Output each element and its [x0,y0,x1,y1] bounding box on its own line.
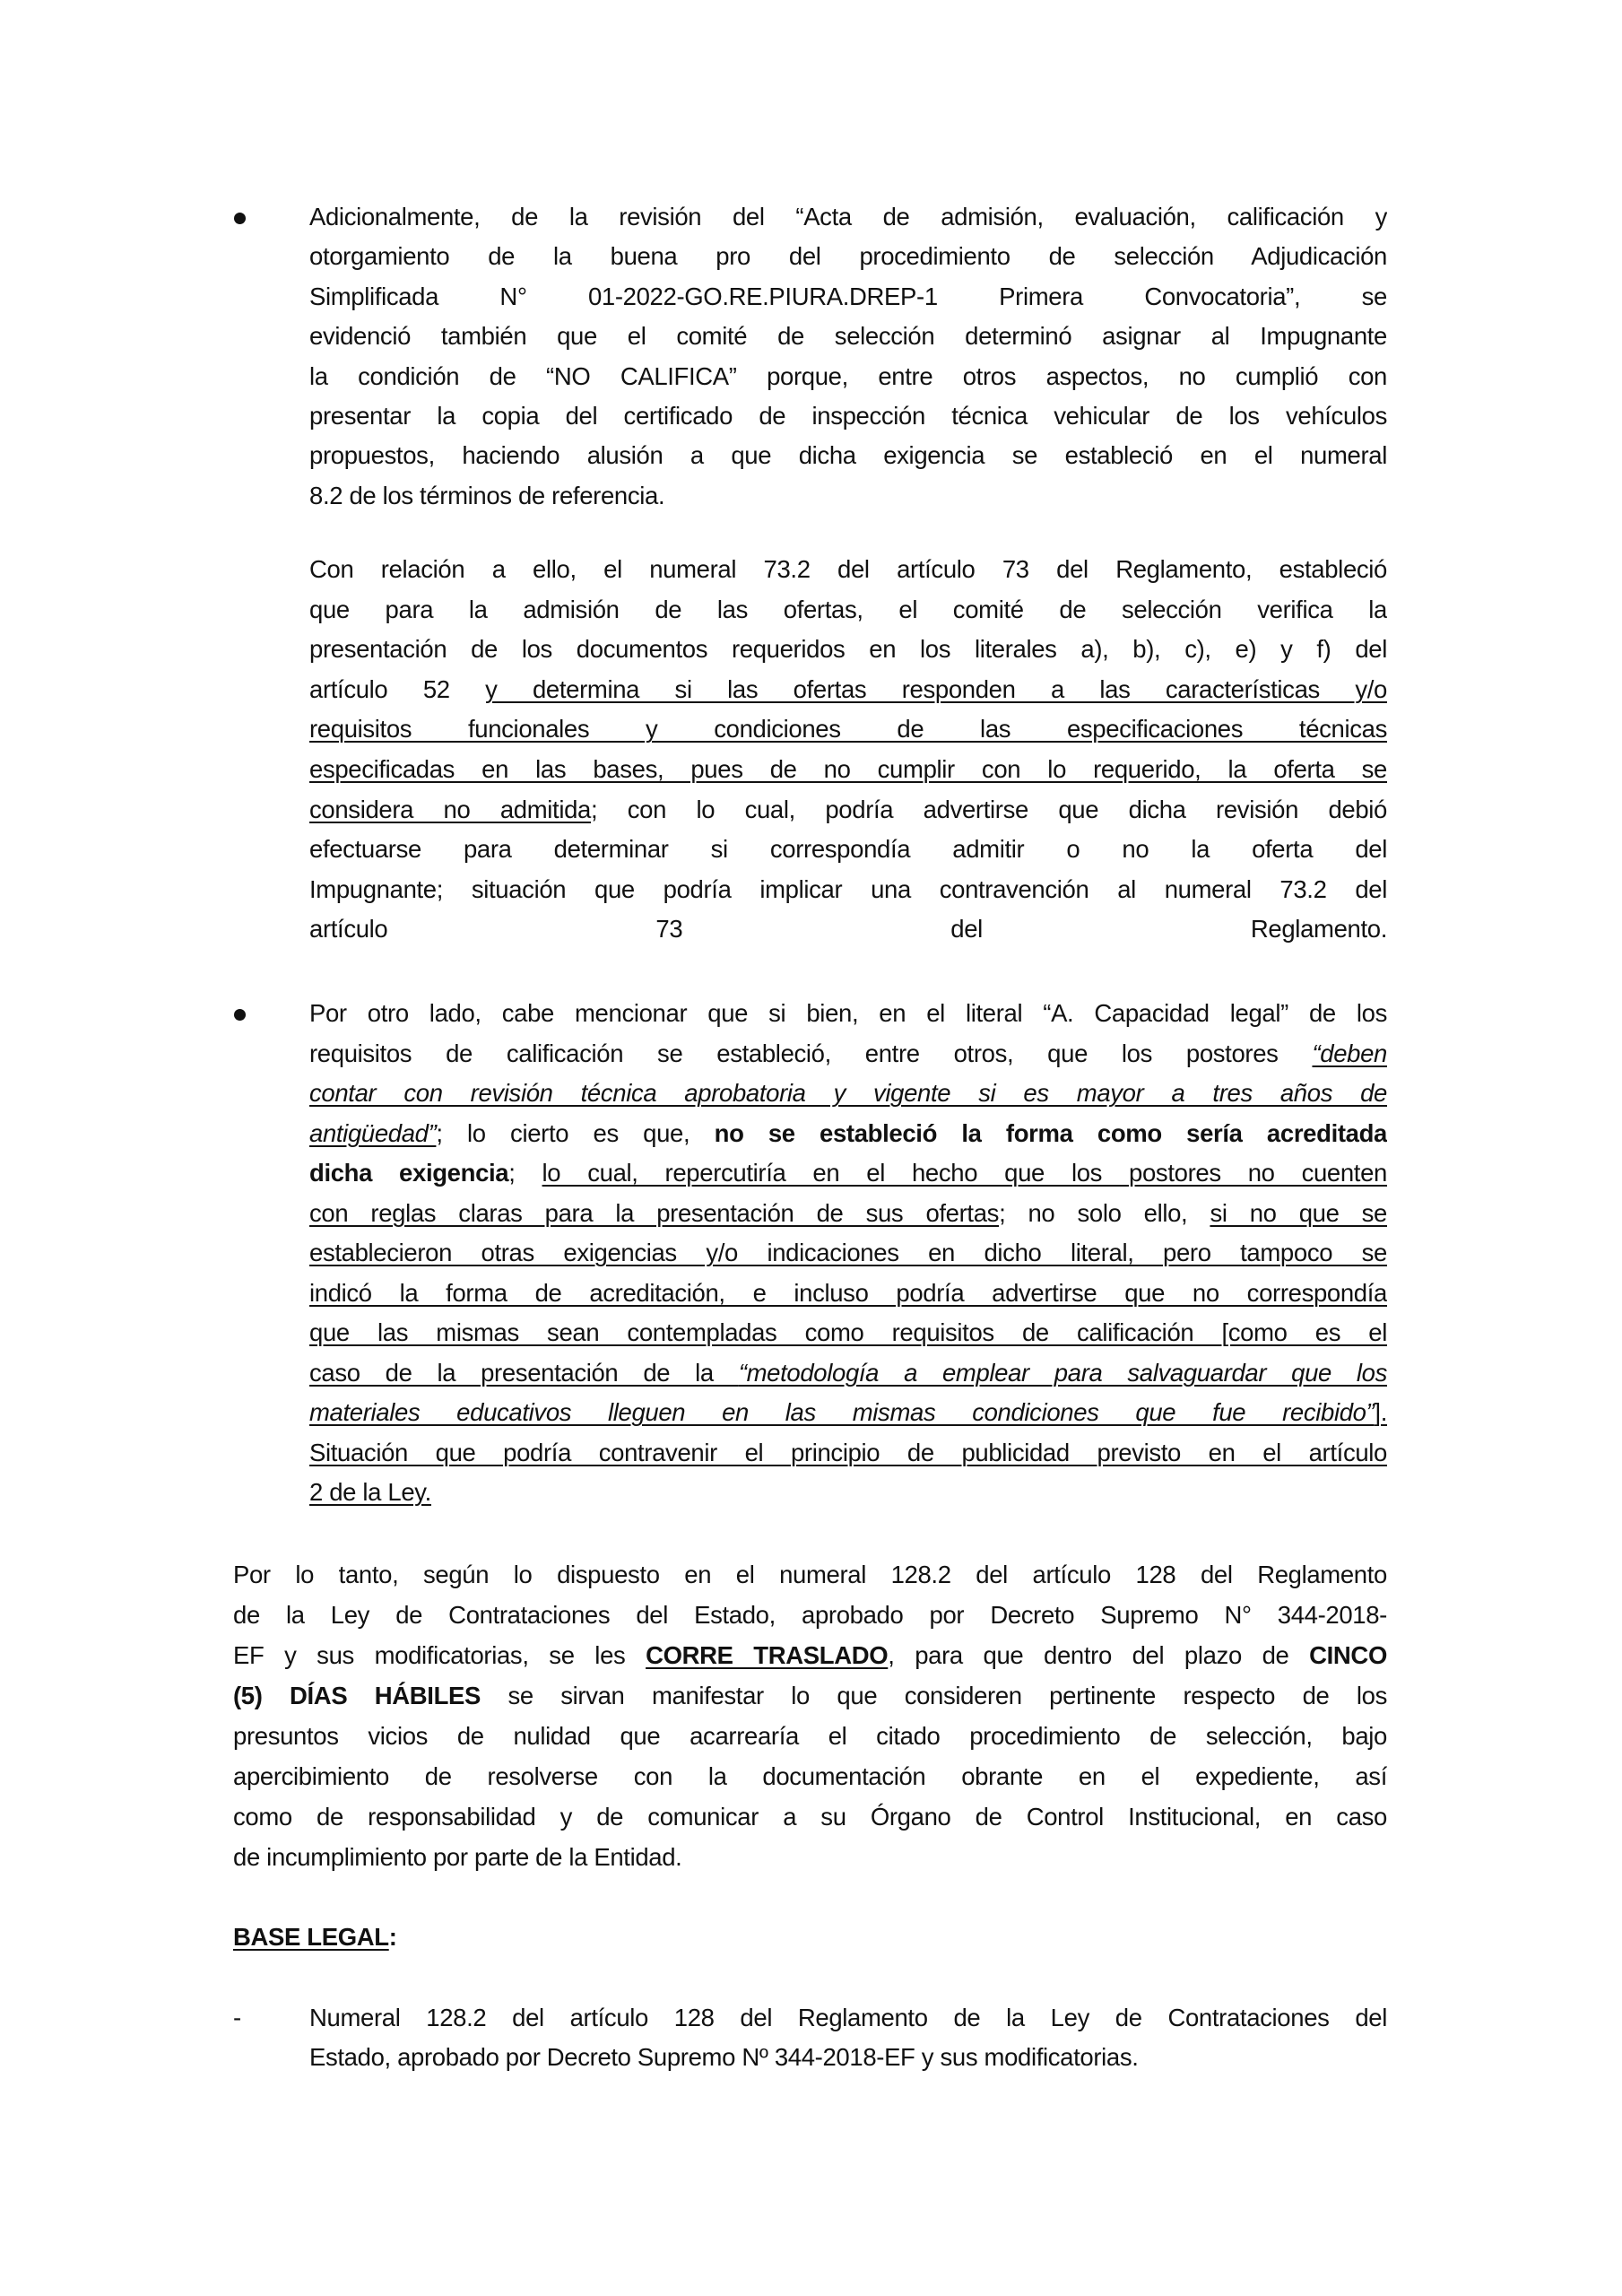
underlined-text: materiales educativos lleguen en las mismas condiciones que fue recibido” [309,1398,1375,1426]
text-line [309,396,1387,436]
underlined-text: considera no admitida [309,795,591,823]
bullet-icon [231,213,249,230]
text-run: , para que dentro del plazo de [888,1641,1310,1669]
underlined-text: que las mismas sean contempladas como requisitos de calificación [como es el [309,1318,1387,1346]
text-line [309,277,1387,317]
text-line [309,870,1387,909]
underlined-text: “metodología a emplear para salvaguardar que los [738,1358,1387,1387]
text-run: propuestos, haciendo alusión a que dicha exigencia se estableció en el numeral [309,441,1387,470]
text-run: Simplificada N° 01-2022-GO.RE.PIURA.DREP-1 Primera Convocatoria”, se [309,282,1387,310]
text-run: requisitos de calificación se estableció, entre otros, que los postores [309,1039,1313,1067]
text-line [309,197,1387,237]
text-line [233,1757,1387,1796]
text-line [309,1074,1387,1113]
text-line [309,357,1387,396]
text-line [233,1676,1387,1716]
text-line [309,670,1387,709]
text-line [309,550,1387,589]
dash-marker: - [233,2004,242,2031]
text-run: artículo 52 [309,674,486,703]
text-line [309,476,1387,516]
text-line [309,1473,1387,1512]
text-line [309,994,1387,1033]
text-line [309,1194,1387,1233]
text-run: Impugnante; situación que podría implicar una contravención al numeral 73.2 del [309,874,1387,903]
text-line [309,1353,1387,1393]
text-run: Con relación a ello, el numeral 73.2 del artículo 73 del Reglamento, estableció [309,555,1387,583]
text-run: otorgamiento de la buena pro del procedimiento de selección Adjudicación [309,242,1387,271]
emphasis-text: CORRE TRASLADO [646,1641,889,1669]
text-run: 8.2 de los términos de referencia. [309,481,665,509]
underlined-text: requisitos funcionales y condiciones de las especificaciones técnicas [309,715,1387,744]
emphasis-text: no se estableció la forma como sería acreditada [714,1118,1387,1147]
emphasis-text: dicha exigencia [309,1159,509,1187]
text-line [309,1393,1387,1432]
text-line [309,1274,1387,1313]
underlined-text: lo cual, repercutiría en el hecho que los postores no cuenten [542,1159,1387,1187]
text-run: presuntos vicios de nulidad que acarrearía el citado procedimiento de selección, bajo [233,1722,1387,1750]
text-run: la condición de “NO CALIFICA” porque, entre otros aspectos, no cumplió con [309,361,1387,390]
text-line [309,1034,1387,1074]
text-line [233,1555,1387,1595]
underlined-text: “deben [1312,1039,1387,1067]
underlined-text: establecieron otras exigencias y/o indicaciones en dicho literal, pero tampoco se [309,1239,1387,1266]
text-run: se sirvan manifestar lo que consideren pertinente respecto de los [481,1682,1387,1709]
emphasis-text: CINCO [1309,1641,1387,1669]
text-run: ; lo cierto es que, [436,1118,715,1147]
text-line [233,1797,1387,1837]
emphasis-text: (5) DÍAS HÁBILES [233,1682,481,1709]
text-run: de incumplimiento por parte de la Entidad. [233,1843,682,1871]
text-line [309,1998,1387,2038]
underlined-text: antigüedad” [309,1118,437,1147]
emphasis-text: : [388,1923,397,1951]
underlined-text: caso de la presentación de la [309,1358,739,1387]
text-line [309,590,1387,630]
underlined-text: 2 de la Ley. [309,1478,431,1506]
text-run: ; con lo cual, podría advertirse que dicha revisión debió [591,795,1387,823]
text-run: artículo 73 del Reglamento. [309,915,1387,944]
text-run: Adicionalmente, de la revisión del “Acta de admisión, evaluación, calificación y [309,203,1387,230]
text-run: EF y sus modificatorias, se les [233,1641,646,1669]
text-line [309,750,1387,789]
bullet-icon [231,1009,249,1027]
text-line [233,1596,1387,1635]
text-run: apercibimiento de resolverse con la documentación obrante en el expediente, así [233,1762,1387,1790]
text-line [233,1838,1387,1877]
underlined-text: especificadas en las bases, pues de no cumplir con lo requerido, la oferta se [309,755,1387,783]
text-line [233,1636,1387,1675]
text-line [309,1114,1387,1153]
text-line [309,237,1387,276]
underlined-text: ]. [1374,1398,1387,1426]
underlined-text: Situación que podría contravenir el principio de publicidad previsto en el artículo [309,1438,1387,1466]
underlined-text: con reglas claras para la presentación de sus ofertas [309,1198,1000,1227]
text-run: efectuarse para determinar si correspondía admitir o no la oferta del [309,835,1387,864]
text-line [309,1433,1387,1473]
text-run: ; [508,1159,542,1187]
text-line [309,436,1387,475]
text-run: de la Ley de Contrataciones del Estado, aprobado por Decreto Supremo N° 344-2018- [233,1601,1387,1629]
underlined-text: y determina si las ofertas responden a las características y/o [485,674,1387,703]
text-line [233,1918,1387,1957]
text-line [233,1717,1387,1756]
text-line [309,790,1387,830]
text-run: Numeral 128.2 del artículo 128 del Reglamento de la Ley de Contrataciones del [309,2004,1387,2031]
text-run: evidenció también que el comité de selección determinó asignar al Impugnante [309,322,1387,351]
underlined-text: contar con revisión técnica aprobatoria y vigente si es mayor a tres años de [309,1079,1387,1107]
text-run: Por otro lado, cabe mencionar que si bien, en el literal “A. Capacidad legal” de los [309,999,1387,1027]
text-line [309,1153,1387,1193]
text-run: presentar la copia del certificado de inspección técnica vehicular de los vehículos [309,402,1387,430]
text-run: como de responsabilidad y de comunicar a su Órgano de Control Institucional, en caso [233,1803,1387,1831]
text-run: ; no solo ello, [999,1198,1210,1227]
text-line [309,830,1387,869]
text-run: Por lo tanto, según lo dispuesto en el numeral 128.2 del artículo 128 del Reglamento [233,1561,1387,1588]
text-line [309,709,1387,749]
text-run: presentación de los documentos requeridos en los literales a), b), c), e) y f) del [309,635,1387,664]
text-line [309,909,1387,949]
text-line [309,2038,1387,2077]
underlined-text: indicó la forma de acreditación, e incluso podría advertirse que no correspondía [309,1278,1387,1307]
text-line [309,317,1387,356]
emphasis-text: BASE LEGAL [233,1923,389,1951]
underlined-text: si no que se [1210,1198,1387,1227]
text-run: Estado, aprobado por Decreto Supremo Nº 344-2018-EF y sus modificatorias. [309,2043,1139,2071]
text-line [309,1313,1387,1352]
text-line [309,1233,1387,1273]
text-run: que para la admisión de las ofertas, el comité de selección verifica la [309,595,1387,623]
text-line [309,630,1387,669]
